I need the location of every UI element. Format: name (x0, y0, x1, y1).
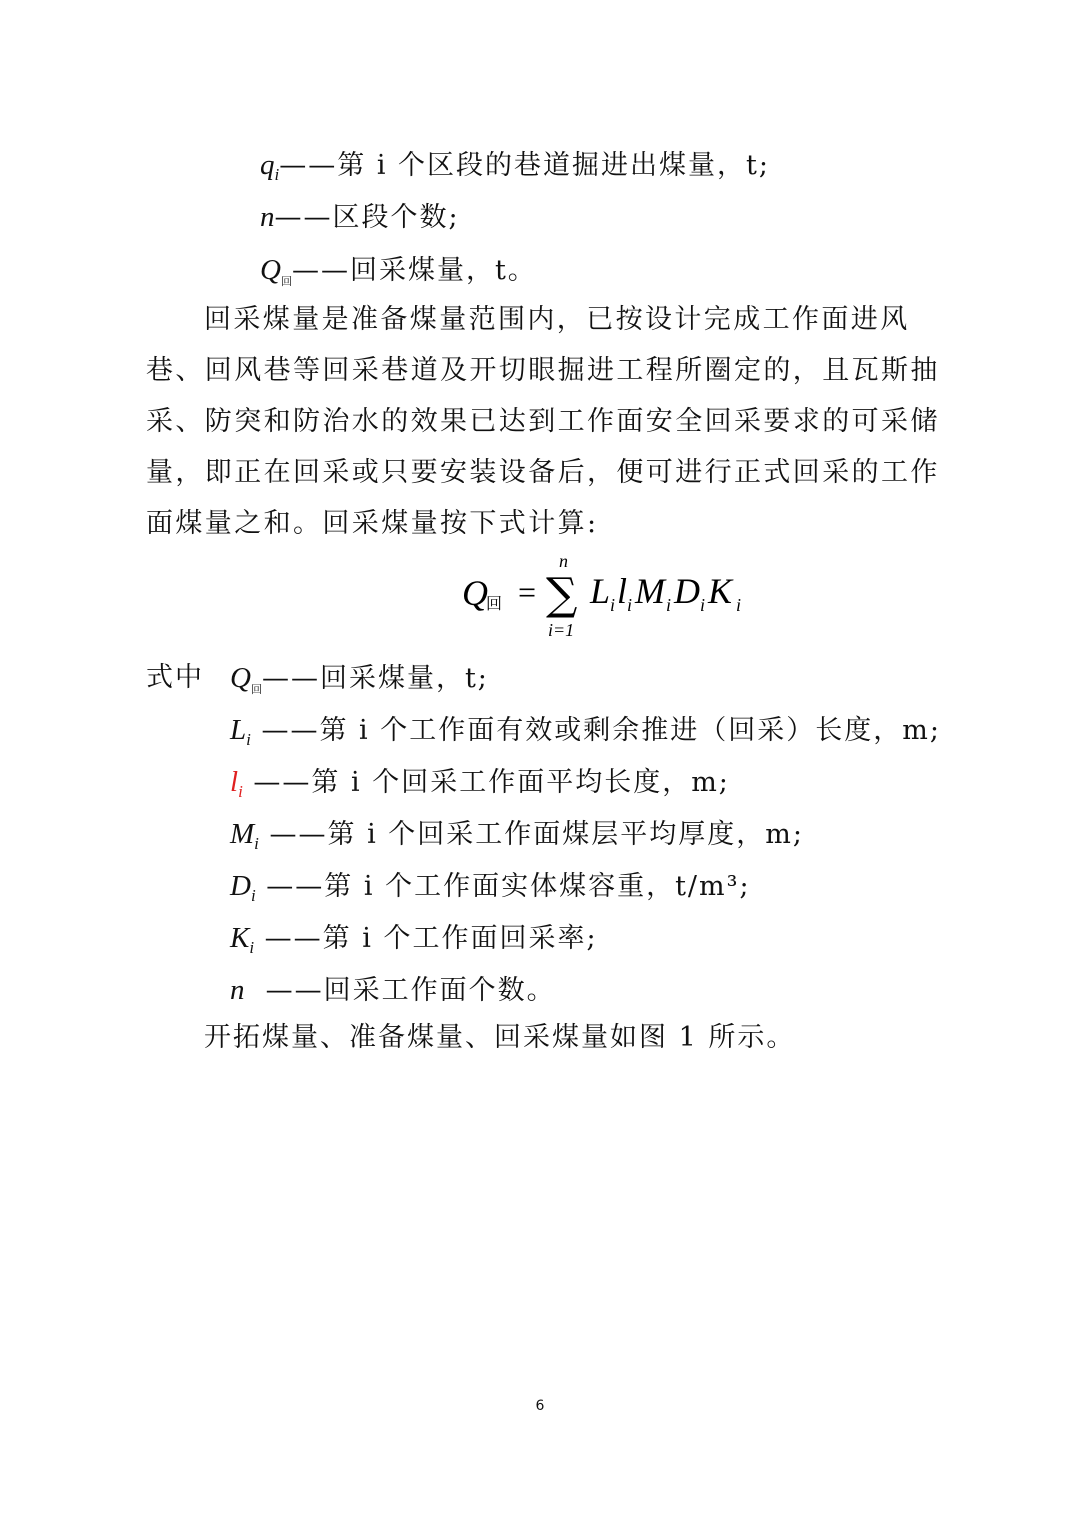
def-n (260, 203, 460, 232)
definition-text: ——第 i 个工作面有效或剩余推进（回采）长度，m; (261, 715, 941, 746)
subscript: i (274, 165, 280, 184)
symbol: M (230, 818, 255, 850)
subscript: i (246, 730, 251, 749)
subscript: i (254, 834, 259, 853)
symbol: Q (230, 662, 251, 694)
formula-equals: = (518, 574, 537, 610)
definition-text: ——第 i 个回采工作面煤层平均厚度，m; (269, 819, 804, 850)
definition-text: ——第 i 个区段的巷道掘进出煤量，t; (279, 150, 770, 181)
def-n-2 (230, 976, 556, 1005)
definition-text: ——回采煤量，t。 (291, 255, 537, 286)
formula-term-sub: i (627, 595, 633, 615)
formula-term-M: M (635, 571, 665, 611)
symbol: Q (260, 254, 281, 286)
symbol: K (230, 922, 250, 954)
formula-term-L: L (590, 571, 611, 611)
formula-lhs-subscript: 回 (486, 594, 503, 613)
closing-sentence: 开拓煤量、准备煤量、回采煤量如图 1 所示。 (204, 1022, 796, 1053)
definition-text: ——区段个数; (274, 202, 460, 233)
definition-text: ——第 i 个工作面回采率; (264, 923, 598, 954)
def-D-i (230, 872, 751, 904)
formula-term-sub: i (736, 595, 742, 615)
definition-text: ——回采煤量，t; (261, 663, 489, 694)
symbol: l (230, 766, 239, 798)
formula-term-sub: i (700, 595, 706, 615)
def-q-i (260, 151, 770, 183)
formula (460, 545, 780, 645)
page-number: 6 (535, 1398, 545, 1414)
symbol: n (260, 201, 275, 233)
symbol: q (260, 149, 275, 181)
formula-term-sub: i (610, 595, 616, 615)
formula-term-K: K (708, 571, 733, 611)
formula-lower-limit: i=1 (548, 620, 575, 640)
subscript: i (250, 886, 256, 905)
definition-text: ——回采工作面个数。 (265, 975, 556, 1006)
def-K-i (230, 924, 598, 956)
definition-text: ——第 i 个工作面实体煤容重，t/m³; (266, 871, 751, 902)
def-l-i (230, 768, 730, 800)
formula-sum-sign: ∑ (546, 569, 578, 620)
subscript: i (249, 938, 255, 957)
subscript: 回 (250, 683, 262, 696)
definition-text: ——第 i 个回采工作面平均长度，m; (253, 767, 730, 798)
subscript: i (238, 782, 243, 801)
def-q-hui-2 (230, 664, 489, 695)
formula-lhs: Q (462, 573, 488, 613)
symbol: L (230, 714, 247, 746)
def-M-i (230, 820, 804, 852)
subscript: 回 (280, 275, 292, 288)
body-paragraph: 回采煤量是准备煤量范围内，已按设计完成工作面进风巷、回风巷等回采巷道及开切眼掘进工程所圈定的，且瓦斯抽采、防突和防治水的效果已达到工作面安全回采要求的可采储量，即正在回采或只要安装设备后，便可进行正式回采的工作面煤量之和。回采煤量按下式计算: (146, 304, 940, 539)
formula-term-sub: i (666, 595, 672, 615)
def-L-i (230, 716, 941, 748)
formula-term-D: D (674, 571, 700, 611)
where-label: 式中 (146, 662, 204, 693)
formula-term-l: l (617, 571, 628, 611)
symbol: n (230, 974, 245, 1006)
formula-upper-limit: n (559, 551, 568, 571)
symbol: D (230, 870, 251, 902)
def-q-hui (260, 256, 537, 287)
